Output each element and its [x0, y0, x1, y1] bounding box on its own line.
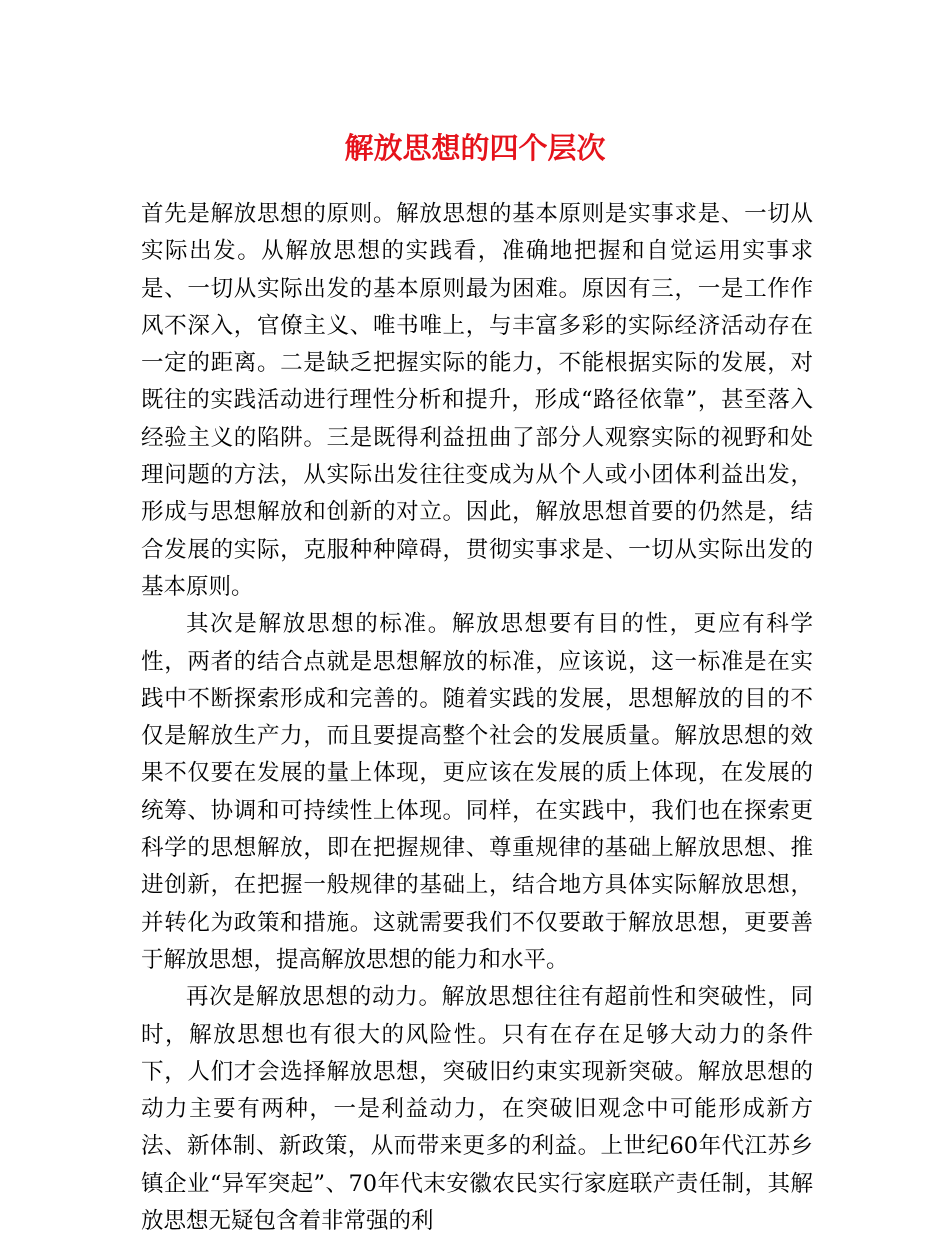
document-title: 解放思想的四个层次: [344, 131, 606, 165]
document-body: [141, 196, 813, 1240]
paragraph-motivation: 再次是解放思想的动力。解放思想往往有超前性和突破性，同时，解放思想也有很大的风险性。只有在存在足够大动力的条件下，人们才会选择解放思想，突破旧约束实现新突破。解放思想的动力主要有两种，一是利益动力，在突破旧观念中可能形成新方法、新体制、新政策，从而带来更多的利益。上世纪60年代江苏乡镇企业“异军突起”、70年代末安徽农民实行家庭联产责任制，其解放思想无疑包含着非常强的利: [141, 984, 813, 1235]
paragraph-standard: 其次是解放思想的标准。解放思想要有目的性，更应有科学性，两者的结合点就是思想解放的标准，应该说，这一标准是在实践中不断探索形成和完善的。随着实践的发展，思想解放的目的不仅是解放生产力，而且要提高整个社会的发展质量。解放思想的效果不仅要在发展的量上体现，更应该在发展的质上体现，在发展的统筹、协调和可持续性上体现。同样，在实践中，我们也在探索更科学的思想解放，即在把握规律、尊重规律的基础上解放思想、推进创新，在把握一般规律的基础上，结合地方具体实际解放思想，并转化为政策和措施。这就需要我们不仅要敢于解放思想，更要善于解放思想，提高解放思想的能力和水平。: [141, 611, 813, 973]
paragraph-principle: 首先是解放思想的原则。解放思想的基本原则是实事求是、一切从实际出发。从解放思想的实践看，准确地把握和自觉运用实事求是、一切从实际出发的基本原则最为困难。原因有三，一是工作作风不深入，官僚主义、唯书唯上，与丰富多彩的实际经济活动存在一定的距离。二是缺乏把握实际的能力，不能根据实际的发展，对既往的实践活动进行理性分析和提升，形成“路径依靠”，甚至落入经验主义的陷阱。三是既得利益扭曲了部分人观察实际的视野和处理问题的方法，从实际出发往往变成为从个人或小团体利益出发，形成与思想解放和创新的对立。因此，解放思想首要的仍然是，结合发展的实际，克服种种障碍，贯彻实事求是、一切从实际出发的基本原则。: [141, 201, 813, 600]
